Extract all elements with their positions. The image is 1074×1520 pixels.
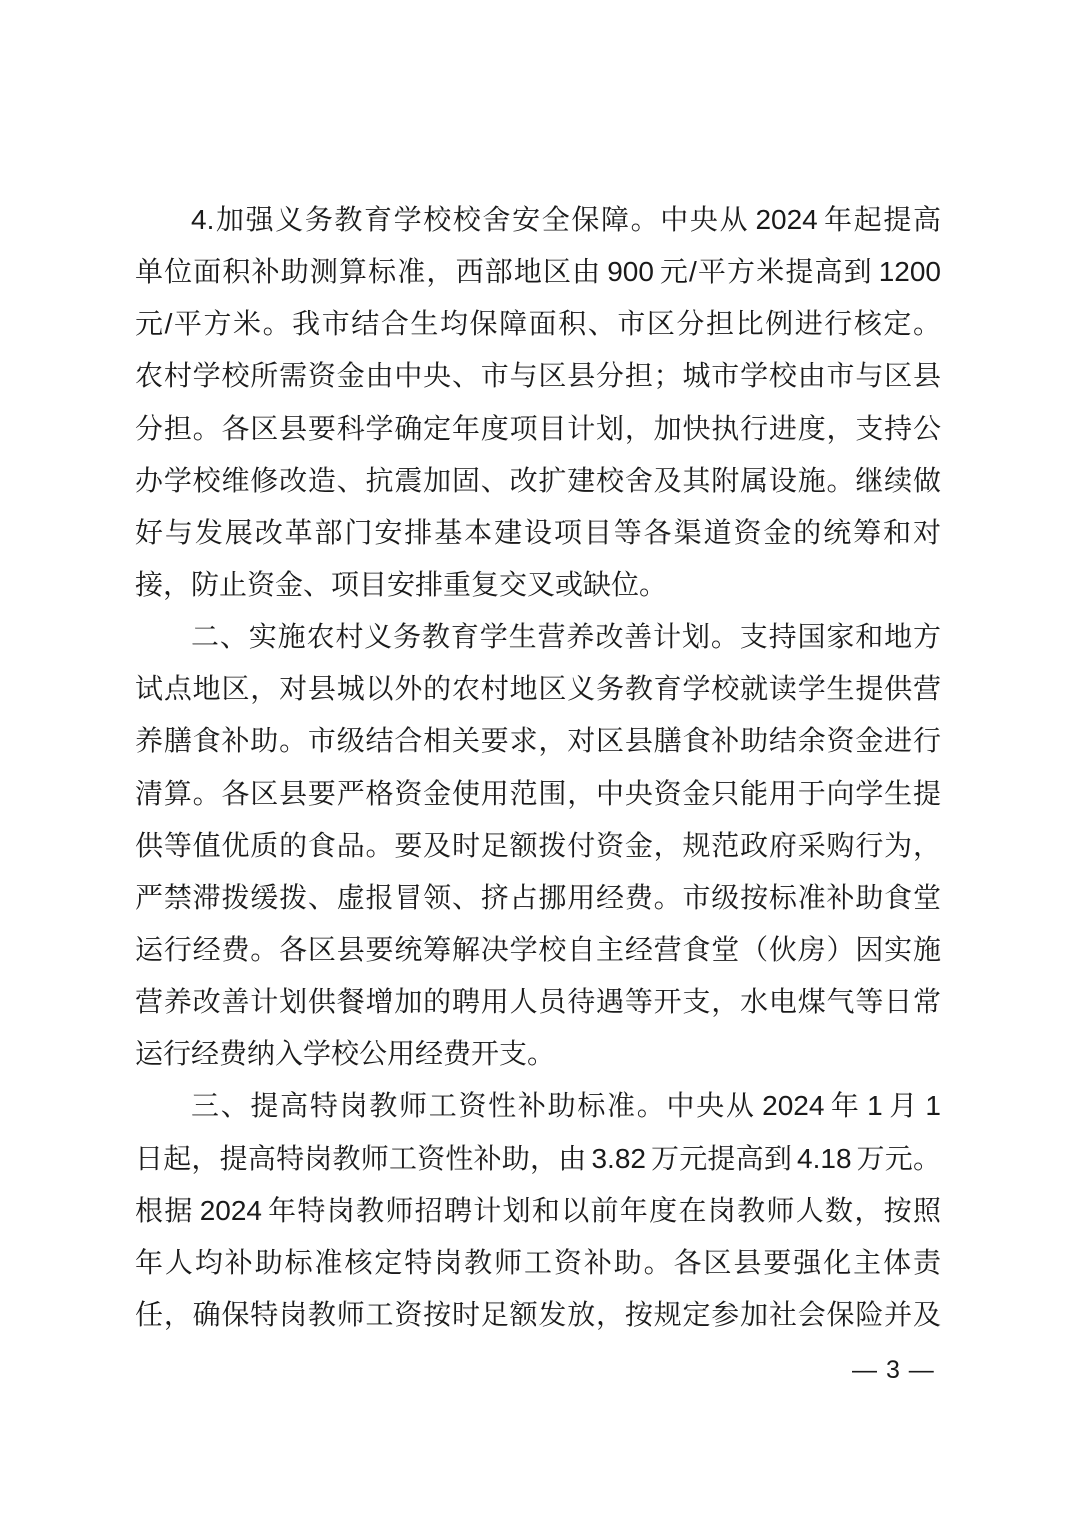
page-number: — 3 — bbox=[852, 1356, 935, 1384]
text-line: 任，确保特岗教师工资按时足额发放，按规定参加社会保险并及 bbox=[135, 1298, 941, 1330]
text-line: 4.加强义务教育学校校舍安全保障。中央从 2024 年起提高 bbox=[191, 204, 941, 235]
text-line: 农村学校所需资金由中央、市与区县分担；城市学校由市与区县 bbox=[135, 360, 941, 392]
text-line: 运行经费纳入学校公用经费开支。 bbox=[135, 1038, 556, 1070]
text-line: 分担。各区县要科学确定年度项目计划，加快执行进度，支持公 bbox=[135, 412, 941, 444]
text-line: 二、实施农村义务教育学生营养改善计划。支持国家和地方 bbox=[191, 621, 941, 653]
text-line: 供等值优质的食品。要及时足额拨付资金，规范政府采购行为， bbox=[135, 829, 941, 861]
text-line: 接，防止资金、项目安排重复交叉或缺位。 bbox=[135, 568, 668, 600]
text-line: 养膳食补助。市级结合相关要求，对区县膳食补助结余资金进行 bbox=[135, 725, 941, 757]
text-line: 试点地区，对县城以外的农村地区义务教育学校就读学生提供营 bbox=[135, 673, 941, 705]
text-line: 日起，提高特岗教师工资性补助，由 3.82 万元提高到 4.18 万元。 bbox=[135, 1142, 941, 1174]
text-line: 年人均补助标准核定特岗教师工资补助。各区县要强化主体责 bbox=[135, 1246, 941, 1278]
text-line: 运行经费。各区县要统筹解决学校自主经营食堂（伙房）因实施 bbox=[135, 933, 941, 965]
text-line: 严禁滞拨缓拨、虚报冒领、挤占挪用经费。市级按标准补助食堂 bbox=[135, 881, 941, 913]
text-line: 办学校维修改造、抗震加固、改扩建校舍及其附属设施。继续做 bbox=[135, 464, 941, 496]
text-line: 根据 2024 年特岗教师招聘计划和以前年度在岗教师人数，按照 bbox=[135, 1194, 941, 1226]
document-body bbox=[135, 194, 941, 1341]
text-line: 单位面积补助测算标准，西部地区由 900 元/平方米提高到 1200 bbox=[135, 256, 941, 288]
text-line: 营养改善计划供餐增加的聘用人员待遇等开支，水电煤气等日常 bbox=[135, 986, 941, 1018]
text-line: 三、提高特岗教师工资性补助标准。中央从 2024 年 1 月 1 bbox=[191, 1090, 941, 1122]
text-line: 元/平方米。我市结合生均保障面积、市区分担比例进行核定。 bbox=[135, 308, 941, 340]
text-line: 清算。各区县要严格资金使用范围，中央资金只能用于向学生提 bbox=[135, 777, 941, 809]
text-line: 好与发展改革部门安排基本建设项目等各渠道资金的统筹和对 bbox=[135, 516, 941, 548]
